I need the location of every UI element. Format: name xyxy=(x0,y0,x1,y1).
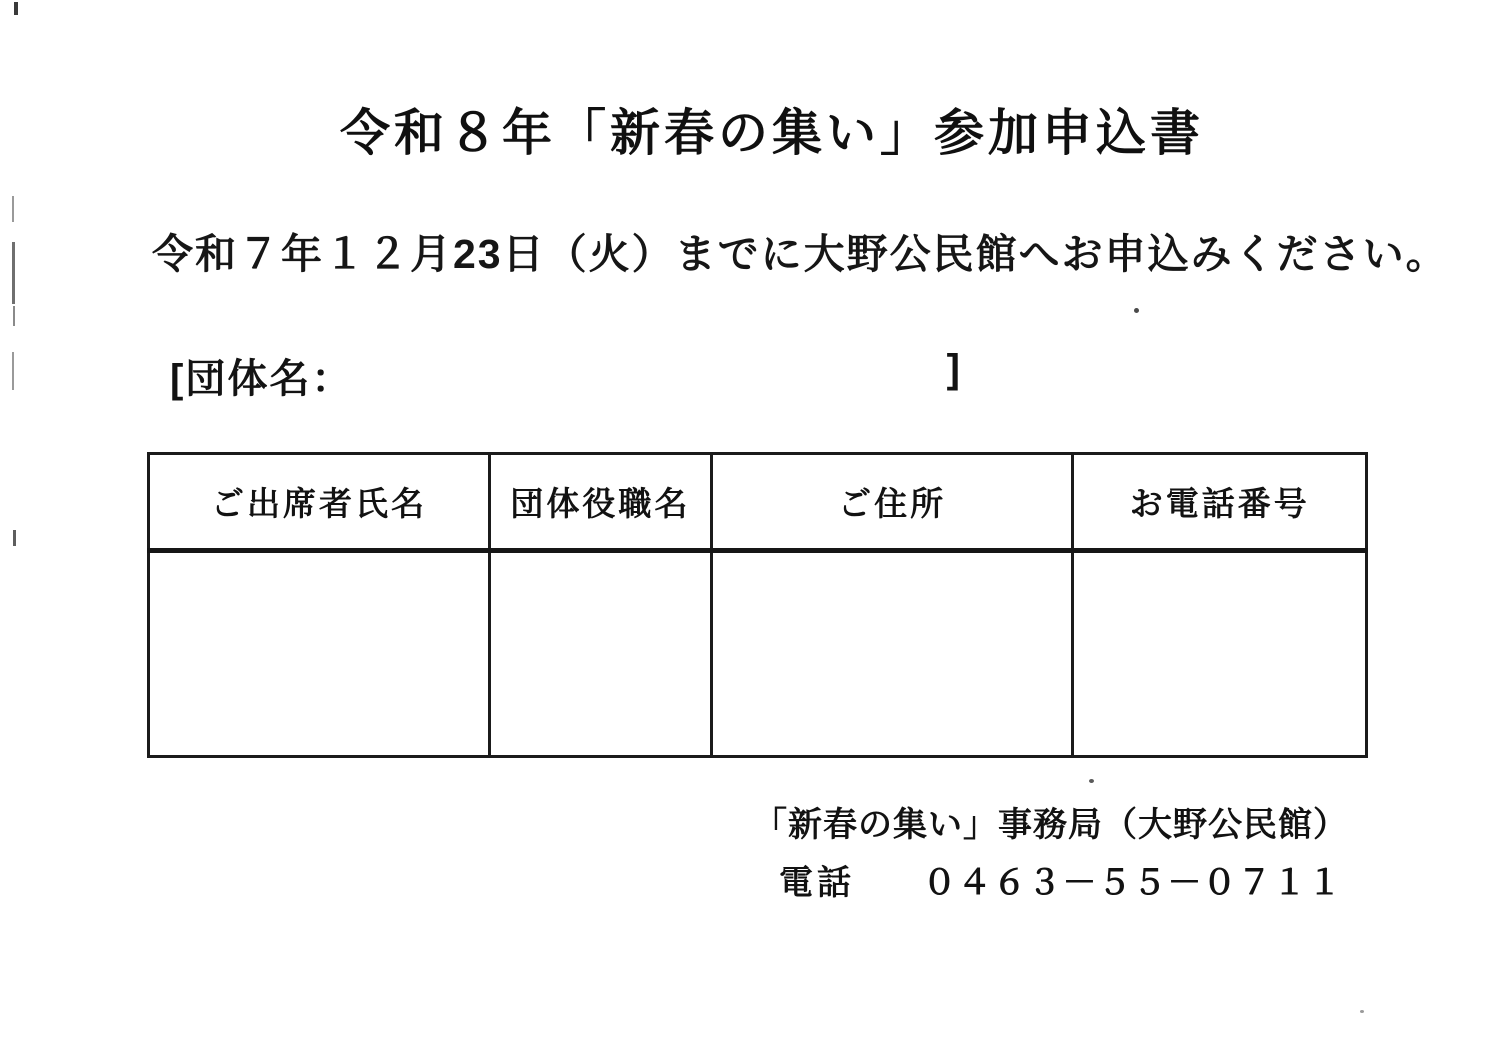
group-name-field xyxy=(170,347,962,399)
table-cell-attendee-name xyxy=(149,551,490,757)
scan-artifact xyxy=(1360,1010,1364,1013)
col-header-phone: お電話番号 xyxy=(1073,454,1367,551)
scan-artifact xyxy=(14,2,18,15)
table-cell-phone xyxy=(1073,551,1367,757)
table-header-row xyxy=(149,454,1367,551)
attendee-table xyxy=(147,452,1368,758)
col-header-attendee-name: ご出席者氏名 xyxy=(149,454,490,551)
scan-artifact xyxy=(12,196,14,222)
scan-artifact xyxy=(12,352,14,390)
form-title: 令和８年「新春の集い」参加申込書 xyxy=(340,105,1204,161)
scan-artifact xyxy=(1089,779,1094,783)
group-name-close-bracket: ] xyxy=(946,347,962,391)
group-name-label: [団体名： xyxy=(170,357,354,401)
footer-contact-block xyxy=(753,797,1348,904)
scan-artifact xyxy=(12,242,15,304)
phone-number: ０４６３－５５－０７１１ xyxy=(922,864,1343,902)
footer-phone-line xyxy=(753,855,1343,904)
scan-artifact xyxy=(13,306,15,326)
col-header-group-role: 団体役職名 xyxy=(490,454,712,551)
table-row xyxy=(149,551,1367,757)
deadline-notice: 令和７年１２月23日（火）までに大野公民館へお申込みください。 xyxy=(152,231,1449,277)
scan-artifact xyxy=(1134,308,1139,313)
col-header-address: ご住所 xyxy=(711,454,1073,551)
table-cell-address xyxy=(711,551,1073,757)
table-cell-group-role xyxy=(490,551,712,757)
scan-artifact xyxy=(13,530,16,546)
footer-office-line: 「新春の集い」事務局（大野公民館） xyxy=(753,806,1348,844)
phone-label: 電話 xyxy=(779,864,855,902)
